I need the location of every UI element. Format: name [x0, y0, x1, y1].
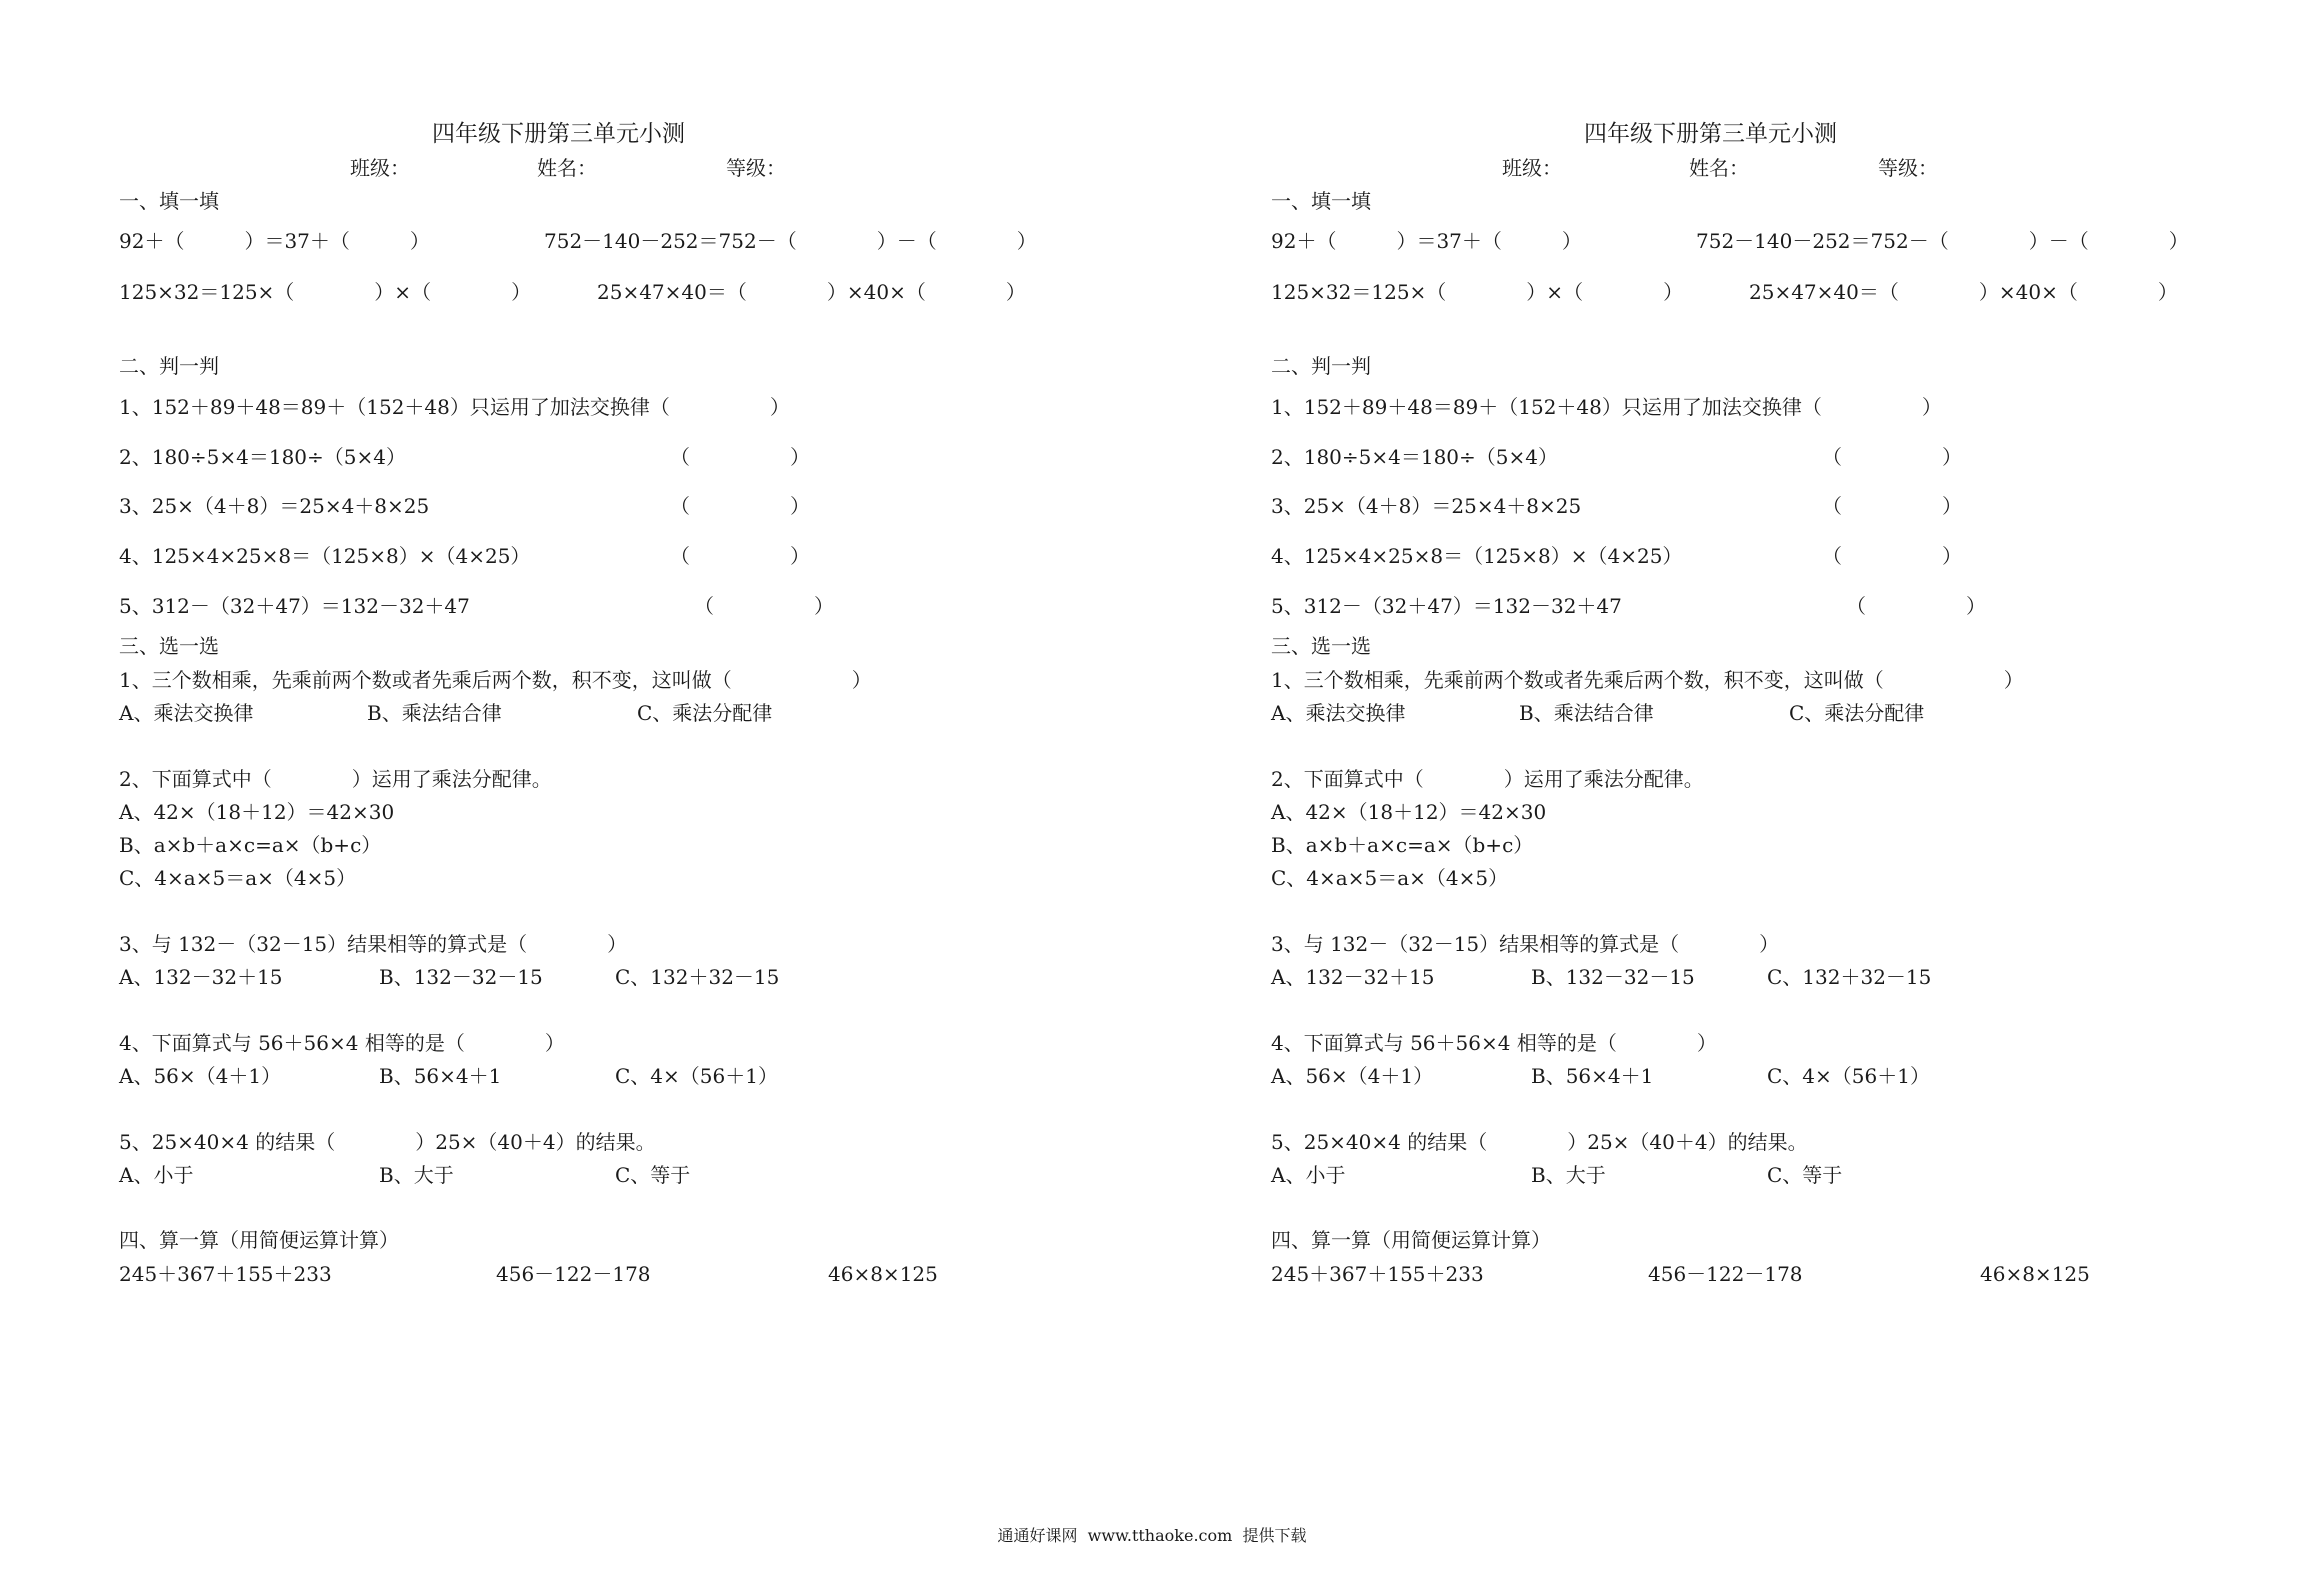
choice-q3: 3、与 132－（32－15）结果相等的算式是（ ） — [1271, 932, 1780, 956]
fill-q1b: 752－140－252＝752－（ ）－（ ） — [544, 229, 1037, 253]
choice-q5: 5、25×40×4 的结果（ ）25×（40＋4）的结果。 — [119, 1130, 656, 1154]
section-2-heading: 二、判一判 — [119, 354, 219, 378]
fill-q2b: 25×47×40＝（ ）×40×（ ） — [597, 280, 1026, 304]
calc-expr-2: 456－122－178 — [496, 1262, 651, 1286]
choice-q1-opt-a: A、乘法交换律 — [119, 701, 254, 725]
choice-q5: 5、25×40×4 的结果（ ）25×（40＋4）的结果。 — [1271, 1130, 1808, 1154]
judge-item-1: 1、152＋89＋48＝89＋（152＋48）只运用了加法交换律（ ） — [119, 395, 790, 419]
choice-q3-opt-b: B、132－32－15 — [379, 965, 543, 989]
judge-item-2: 2、180÷5×4＝180÷（5×4） — [119, 445, 407, 469]
judge-item-5: 5、312－（32＋47）＝132－32＋47 — [119, 594, 470, 618]
choice-q3-opt-a: A、132－32＋15 — [1271, 965, 1435, 989]
choice-q1-opt-a: A、乘法交换律 — [1271, 701, 1406, 725]
choice-q5-opt-c: C、等于 — [1767, 1163, 1843, 1187]
choice-q3-opt-b: B、132－32－15 — [1531, 965, 1695, 989]
footer-credit: 通通好课网 www.tthaoke.com 提供下载 — [997, 1526, 1307, 1545]
choice-q1-opt-c: C、乘法分配律 — [637, 701, 773, 725]
fill-q2b: 25×47×40＝（ ）×40×（ ） — [1749, 280, 2178, 304]
section-1-heading: 一、填一填 — [119, 189, 219, 213]
choice-q2-opt-b: B、a×b＋a×c=a×（b+c） — [119, 833, 382, 857]
choice-q4-opt-b: B、56×4＋1 — [379, 1064, 502, 1088]
calc-expr-3: 46×8×125 — [1980, 1262, 2090, 1286]
choice-q4: 4、下面算式与 56＋56×4 相等的是（ ） — [1271, 1031, 1717, 1055]
choice-q5-opt-a: A、小于 — [1271, 1163, 1346, 1187]
page-title: 四年级下册第三单元小测 — [432, 121, 685, 147]
judge-bracket-2: （ ） — [670, 445, 810, 469]
judge-item-4: 4、125×4×25×8＝（125×8）×（4×25） — [1271, 544, 1683, 568]
worksheet-right — [1152, 0, 2302, 1595]
judge-bracket-2: （ ） — [1822, 445, 1962, 469]
choice-q5-opt-a: A、小于 — [119, 1163, 194, 1187]
choice-q4: 4、下面算式与 56＋56×4 相等的是（ ） — [119, 1031, 565, 1055]
class-label: 班级： — [350, 156, 410, 180]
choice-q2-opt-c: C、4×a×5＝a×（4×5） — [119, 866, 357, 890]
choice-q3-opt-c: C、132＋32－15 — [615, 965, 780, 989]
judge-item-5: 5、312－（32＋47）＝132－32＋47 — [1271, 594, 1622, 618]
judge-bracket-3: （ ） — [1822, 494, 1962, 518]
name-label: 姓名： — [1689, 156, 1749, 180]
choice-q3-opt-c: C、132＋32－15 — [1767, 965, 1932, 989]
grade-label: 等级： — [1878, 156, 1938, 180]
section-3-heading: 三、选一选 — [119, 634, 219, 658]
choice-q2: 2、下面算式中（ ）运用了乘法分配律。 — [1271, 767, 1704, 791]
judge-item-1: 1、152＋89＋48＝89＋（152＋48）只运用了加法交换律（ ） — [1271, 395, 1942, 419]
calc-expr-2: 456－122－178 — [1648, 1262, 1803, 1286]
calc-expr-3: 46×8×125 — [828, 1262, 938, 1286]
choice-q1: 1、三个数相乘，先乘前两个数或者先乘后两个数，积不变，这叫做（ ） — [119, 668, 872, 692]
fill-q2a: 125×32＝125×（ ）×（ ） — [1271, 280, 1684, 304]
name-label: 姓名： — [537, 156, 597, 180]
choice-q2-opt-c: C、4×a×5＝a×（4×5） — [1271, 866, 1509, 890]
section-2-heading: 二、判一判 — [1271, 354, 1371, 378]
judge-bracket-4: （ ） — [670, 544, 810, 568]
section-1-heading: 一、填一填 — [1271, 189, 1371, 213]
judge-item-4: 4、125×4×25×8＝（125×8）×（4×25） — [119, 544, 531, 568]
fill-q1a: 92＋（ ）＝37＋（ ） — [119, 229, 430, 253]
choice-q5-opt-b: B、大于 — [379, 1163, 454, 1187]
choice-q4-opt-a: A、56×（4＋1） — [119, 1064, 282, 1088]
choice-q5-opt-c: C、等于 — [615, 1163, 691, 1187]
judge-bracket-3: （ ） — [670, 494, 810, 518]
fill-q1a: 92＋（ ）＝37＋（ ） — [1271, 229, 1582, 253]
fill-q1b: 752－140－252＝752－（ ）－（ ） — [1696, 229, 2189, 253]
choice-q2-opt-a: A、42×（18＋12）＝42×30 — [1271, 800, 1547, 824]
choice-q1-opt-b: B、乘法结合律 — [1519, 701, 1654, 725]
choice-q1: 1、三个数相乘，先乘前两个数或者先乘后两个数，积不变，这叫做（ ） — [1271, 668, 2024, 692]
judge-item-2: 2、180÷5×4＝180÷（5×4） — [1271, 445, 1559, 469]
judge-item-3: 3、25×（4＋8）＝25×4＋8×25 — [1271, 494, 1582, 518]
calc-expr-1: 245＋367＋155＋233 — [1271, 1262, 1484, 1286]
choice-q4-opt-b: B、56×4＋1 — [1531, 1064, 1654, 1088]
judge-bracket-5: （ ） — [1846, 594, 1986, 618]
choice-q2: 2、下面算式中（ ）运用了乘法分配律。 — [119, 767, 552, 791]
section-4-heading: 四、算一算（用简便运算计算） — [119, 1228, 399, 1252]
grade-label: 等级： — [726, 156, 786, 180]
page-title: 四年级下册第三单元小测 — [1584, 121, 1837, 147]
choice-q2-opt-b: B、a×b＋a×c=a×（b+c） — [1271, 833, 1534, 857]
choice-q4-opt-c: C、4×（56＋1） — [615, 1064, 778, 1088]
choice-q4-opt-a: A、56×（4＋1） — [1271, 1064, 1434, 1088]
choice-q2-opt-a: A、42×（18＋12）＝42×30 — [119, 800, 395, 824]
worksheet-left — [0, 0, 1150, 1595]
choice-q3: 3、与 132－（32－15）结果相等的算式是（ ） — [119, 932, 628, 956]
choice-q3-opt-a: A、132－32＋15 — [119, 965, 283, 989]
section-4-heading: 四、算一算（用简便运算计算） — [1271, 1228, 1551, 1252]
class-label: 班级： — [1502, 156, 1562, 180]
judge-bracket-5: （ ） — [694, 594, 834, 618]
fill-q2a: 125×32＝125×（ ）×（ ） — [119, 280, 532, 304]
judge-item-3: 3、25×（4＋8）＝25×4＋8×25 — [119, 494, 430, 518]
choice-q1-opt-b: B、乘法结合律 — [367, 701, 502, 725]
choice-q4-opt-c: C、4×（56＋1） — [1767, 1064, 1930, 1088]
choice-q1-opt-c: C、乘法分配律 — [1789, 701, 1925, 725]
judge-bracket-4: （ ） — [1822, 544, 1962, 568]
choice-q5-opt-b: B、大于 — [1531, 1163, 1606, 1187]
section-3-heading: 三、选一选 — [1271, 634, 1371, 658]
calc-expr-1: 245＋367＋155＋233 — [119, 1262, 332, 1286]
